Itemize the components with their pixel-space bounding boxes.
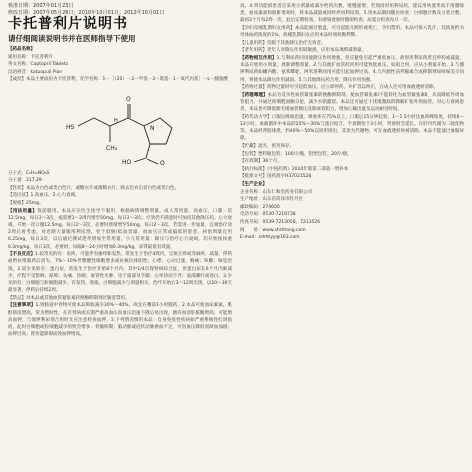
pharmacology-text: 本品为竞争性血管紧张素转换酶抑制剂，使血管紧张素Ⅰ不能转化为血管紧张素Ⅱ，从而降低外周血管阻力，并通过抑制醛固酮分泌，减少水钠潴留。本品还可通过干扰缓激肽的降解扩张外周血管。对心力衰竭患者，本品也可降低肺毛细血管楔压及肺血管阻力，增加心输出量及运动耐受时间。: [240, 92, 464, 113]
captopril-structure: [50, 88, 190, 166]
package-section: 【包装】塑料瓶包装；100片/瓶，铝塑包装，20片/板。: [240, 151, 352, 157]
company-address: 生产地址：山东省菏泽市牡丹区: [240, 197, 303, 203]
molecular-weight: 分子量：217.29: [8, 178, 42, 184]
svg-text:O: O: [126, 95, 131, 103]
pharmacology-heading: 【药理毒理】: [240, 92, 268, 98]
phone-number: 电话号码：0530-7219738: [240, 212, 296, 218]
pharmacology-section: [240, 92, 464, 114]
pregnant-section: 【孕妇及哺乳期妇女用药】本品能通过胎盘，可引起胎儿畸形或死亡，孕妇禁用。本品可排入乳汁，其浓度约为母体血药浓度的1%，故哺乳期妇女应用本品时须权衡利弊。: [240, 26, 464, 39]
notes-text: 1.胃肠道中食物可使本品吸收减少30%～40%，故宜在餐前1小时服药。2.本品可使血尿素氮、肌酐浓度增高，常为暂时性，在有肾病或长期严重高血压而血压迅速下降后易出现，偶有血清肝脏酶增高；可能增高血钾，与保钾利尿剂合用时尤应注意检查血钾。3.下列情况慎用本品：自身免疫性疾病如严重系统性红斑狼疮，此时白细胞或粒细胞减少的机会增多；骨髓抑制；脑动脉或冠状动脉供血不足，可因血压降低而缺血加剧；血钾过高；肾功能障碍而致血钾增高。: [8, 303, 232, 338]
fax-number: 传真号码：0539-7213050、7213526: [240, 219, 321, 225]
leaflet-title: 卡托普利片说明书: [8, 16, 128, 32]
ingredient-section: 【成份】本品主要成份为卡托普利，化学名称：1－［（2S）－2－甲基－3－巯基－1－氧代丙基］－L－脯氨酸: [8, 77, 228, 83]
right-column: [240, 3, 464, 469]
children-section: 【儿童用药】仅限于其他降压治疗无效者。: [240, 40, 326, 46]
notes-section: [8, 302, 232, 338]
pinyin-name: 汉语拼音：katuopuli Pian: [8, 69, 63, 75]
usage-section: [8, 208, 232, 251]
character-section: 【性状】本品为白色或类白色片，或糖衣片或薄膜衣片，除去包衣后显白色或类白色。: [8, 185, 179, 191]
website: 网 址：www.shrhtang.com: [240, 227, 306, 233]
validity-section: 【有效期】36个月。: [240, 159, 282, 165]
svg-text:H: H: [114, 117, 118, 124]
notes-heading: 【注意事项】: [8, 303, 36, 309]
taboo-section: 【禁忌】对本品或其他血管紧张素转换酶抑制剂过敏者禁用。: [8, 295, 130, 301]
left-column: [8, 46, 232, 468]
storage-section: 【贮藏】遮光，密封保存。: [240, 143, 294, 149]
approval-section: 【批准文号】国药准字H37021528: [240, 174, 312, 180]
svg-text:HO: HO: [122, 158, 132, 166]
english-name: 英文名称：Captopril Tablets: [8, 62, 69, 68]
interaction-section: [240, 55, 464, 84]
manufacturer-heading: 【生产企业】: [240, 181, 267, 187]
svg-text:O: O: [160, 159, 165, 166]
approval-date: 核准日期：2007年01月23日: [8, 3, 74, 9]
molecular-formula: 分子式：C₉H₁₅NO₃S: [8, 170, 50, 176]
adverse-section: [8, 251, 232, 294]
standard-section: 【执行标准】《中国药典》2010年版第二部第一增补本: [240, 166, 349, 172]
generic-name: 通用名称：卡托普利片: [8, 54, 53, 60]
company-name: 企业名称：山东仁和堂药业有限公司: [240, 189, 312, 195]
usage-text: 饭前服用。本品应在医生指导下服用，根据病情调整剂量。成人常用量，高血压，口服一次12.5mg，每日2～3次，按需要1～2周内增至50mg，每日2～3次；疗效仍不满意时可加用其他降压药。心力衰竭，开始一次口服12.5mg，每日2～3次，必要时逐渐增至50mg，每日2～3次，若需进一步加量，宜观察疗效2周后再考虑。对近期大量服用利尿剂，处于低钠/低血容量，而血压正常或偏低的患者，初始剂量宜用6.25mg，每日3次，以后通过测试逐步增加至常用量。小儿常用量：降压与治疗心力衰竭，均开始按体重0.3mg/kg，每日3次，必要时，每隔8～24小时增加0.3mg/kg，求得最低有效量。: [8, 208, 232, 250]
adverse-heading: 【不良反应】: [8, 252, 36, 258]
postal-code: 邮政编码：274600: [240, 204, 280, 210]
modify-dates: 修改日期：2007年05月26日；2010年10月01日；2012年10月01日: [8, 10, 165, 16]
email: E-mail：sdrhtyy@163.com: [240, 235, 300, 241]
overdose-section: 【药物过量】药物过量时可引起低血压，应立即停药，并扩容以纠正，在成人还可用血液透析清除。: [240, 85, 438, 91]
adverse-text: 1.较常见的有：皮疹，可能伴有瘙痒和发热，常发生于治疗4周内，呈斑丘疹或荨麻疹，减量、停药或给抗组胺药后消失，7%～10%伴嗜酸性细胞增多或抗核抗体阳性；心悸、心动过速、胸痛；咳嗽；味觉迟钝。2.较少见的有：蛋白尿，常发生于治疗开始8个月内，其中1/4出现肾病综合征，但蛋白尿在6个月内渐减少，疗程不受影响；眩晕、头痛、昏厥；血管性水肿，见于面部及手脚；心率快而不齐；面部潮红或苍白。3.少见的有：白细胞与粒细胞减少，有发热、寒战，白细胞减少与剂量相关，治疗开始后3～12周出现，以10～30天最显著，停药后持续2周。: [8, 252, 232, 294]
svg-text:CH₃: CH₃: [106, 144, 118, 152]
interaction-text: 1.与利尿药同用使降压作用增强，但应避免引起严重低血压，故原用利尿药者宜停药或减量，本品开始用小剂量，逐渐调整剂量。2.与其他扩血管药同用可能致低血压，如拟合用，应从小剂量开始。3.与潴钾利尿药如螺内酯、氨苯蝶啶、阿米洛利同用可能引起血钾过高。4.与内源性前列腺素合成抑制剂如吲哚美辛同用，将使本品降压作用减弱。5.与其他降压药合用，降压作用加强。: [240, 55, 464, 83]
interaction-heading: 【药物相互作用】: [240, 55, 277, 61]
usage-heading: 【用法用量】: [8, 208, 38, 214]
svg-text:N: N: [150, 124, 155, 132]
structural-formula-diagram: [8, 86, 232, 168]
svg-text:HS: HS: [66, 123, 75, 131]
spec-section: 【规格】25mg。: [8, 200, 44, 206]
pharmacokinetics-section: 【药代动力学】口服后吸收迅速，吸收率在75%以上。口服后15分钟起效，1～1.5小时达血药峰浓度，持续6～12小时。血液循环中本品的25%～30%与蛋白结合。半衰期短于3小时，肾衰时会延长。在肝内代谢为二硫化物等。本品经肾脏排泄，约40%～50%以原形排出，其余为代谢物，可在血液透析时被清除。本品不能通过血脑屏障。: [240, 114, 464, 142]
usage-notice: 请仔细阅读说明书并在医师指导下使用: [8, 34, 136, 43]
indication-section: 【适应症】1.高血压。2.心力衰竭。: [8, 193, 80, 199]
drug-name-heading: 【药品名称】: [8, 47, 35, 52]
elderly-section: 【老年用药】老年人对降压作用较敏感，应用本品须酌减剂量。: [240, 48, 366, 54]
notes-continued: 高。4.肾功能损害者应采用小剂量或减少给药次数，缓慢递增；若须同时用利尿药，建议用呋塞米而不用噻嗪类，血尿素氮和肌酐增高时，将本品减量或同时停用利尿剂。5.用本品期间随访检查：白细胞计数及分类计数，最初3个月每2周一次，此后定期检查，有感染迹象时随即检查；尿蛋白检查每月一次。: [240, 4, 464, 24]
